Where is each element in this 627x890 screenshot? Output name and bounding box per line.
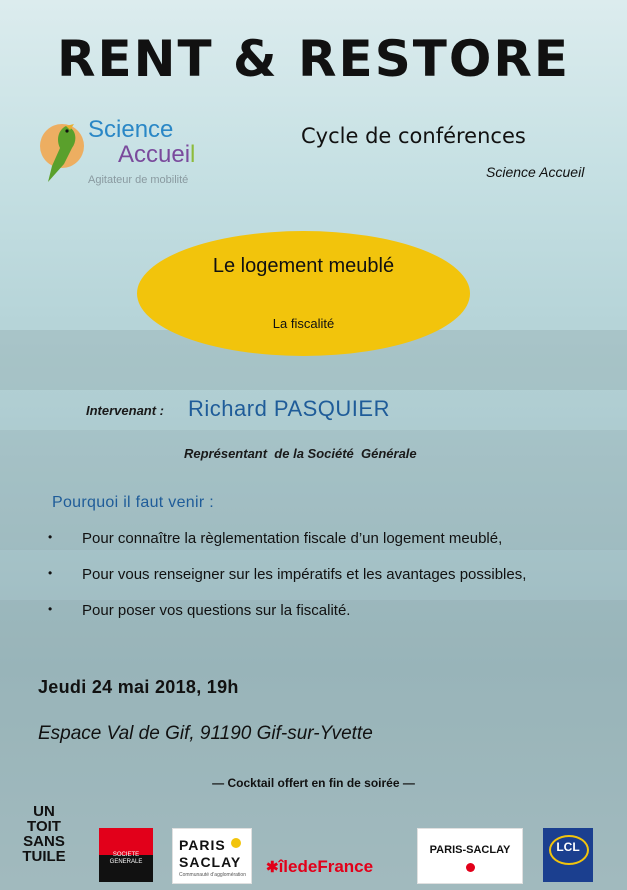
cycle-subtitle: Science Accueil <box>486 164 585 180</box>
reasons-list <box>48 530 526 638</box>
logo-text: TOIT <box>27 818 61 835</box>
logo-text: Communauté d’agglomération <box>179 872 246 878</box>
list-item: • Pour poser vos questions sur la fiscalité. <box>48 602 526 638</box>
societe-generale-logo <box>99 828 153 882</box>
parrot-icon <box>36 118 84 188</box>
rooftops-near <box>0 600 627 890</box>
paris-saclay-logo <box>417 828 523 884</box>
list-item: • Pour vous renseigner sur les impératifs et les avantages possibles, <box>48 566 526 602</box>
logo-text: PARIS <box>179 837 226 853</box>
lcl-logo <box>543 828 593 882</box>
logo-text: PARIS-SACLAY <box>429 844 511 856</box>
paris-saclay-agglo-logo <box>172 828 252 884</box>
logo-dot-icon <box>466 863 475 872</box>
speaker-label: Intervenant : <box>86 403 165 418</box>
ile-de-france-logo: ✱îledeFrance <box>266 857 374 876</box>
poster-title: RENT & RESTORE <box>57 30 570 88</box>
un-toit-sans-tuile-logo <box>18 804 70 864</box>
logo-text-science: Science <box>88 116 174 143</box>
science-accueil-logo <box>36 116 236 196</box>
event-place: Espace Val de Gif, 91190 Gif-sur-Yvette <box>38 723 373 744</box>
logo-text: UN <box>33 803 55 820</box>
cycle-title: Cycle de conférences <box>301 124 526 148</box>
speaker-role: Représentant de la Société Générale <box>184 446 417 461</box>
reasons-heading: Pourquoi il faut venir : <box>52 494 214 511</box>
logo-text: SANS <box>23 833 65 850</box>
event-date: Jeudi 24 mai 2018, 19h <box>38 677 239 697</box>
event-note: — Cocktail offert en fin de soirée — <box>212 776 415 790</box>
logo-text: SACLAY <box>179 854 242 870</box>
logo-text-accueil: Accueil <box>118 141 196 168</box>
topic-subtitle: La fiscalité <box>272 316 335 331</box>
star-icon: ✱ <box>266 859 279 876</box>
logo-text: SOCIETE GENERALE <box>109 852 143 865</box>
speaker-name: Richard PASQUIER <box>188 396 390 421</box>
list-item: • Pour connaître la règlementation fiscale d’un logement meublé, <box>48 530 526 566</box>
logo-text: TUILE <box>22 848 66 865</box>
logo-text: LCL <box>556 840 580 854</box>
logo-dot-icon <box>231 838 241 848</box>
logo-tagline: Agitateur de mobilité <box>88 174 189 186</box>
topic-title: Le logement meublé <box>212 255 395 277</box>
topic-ellipse <box>137 231 470 356</box>
